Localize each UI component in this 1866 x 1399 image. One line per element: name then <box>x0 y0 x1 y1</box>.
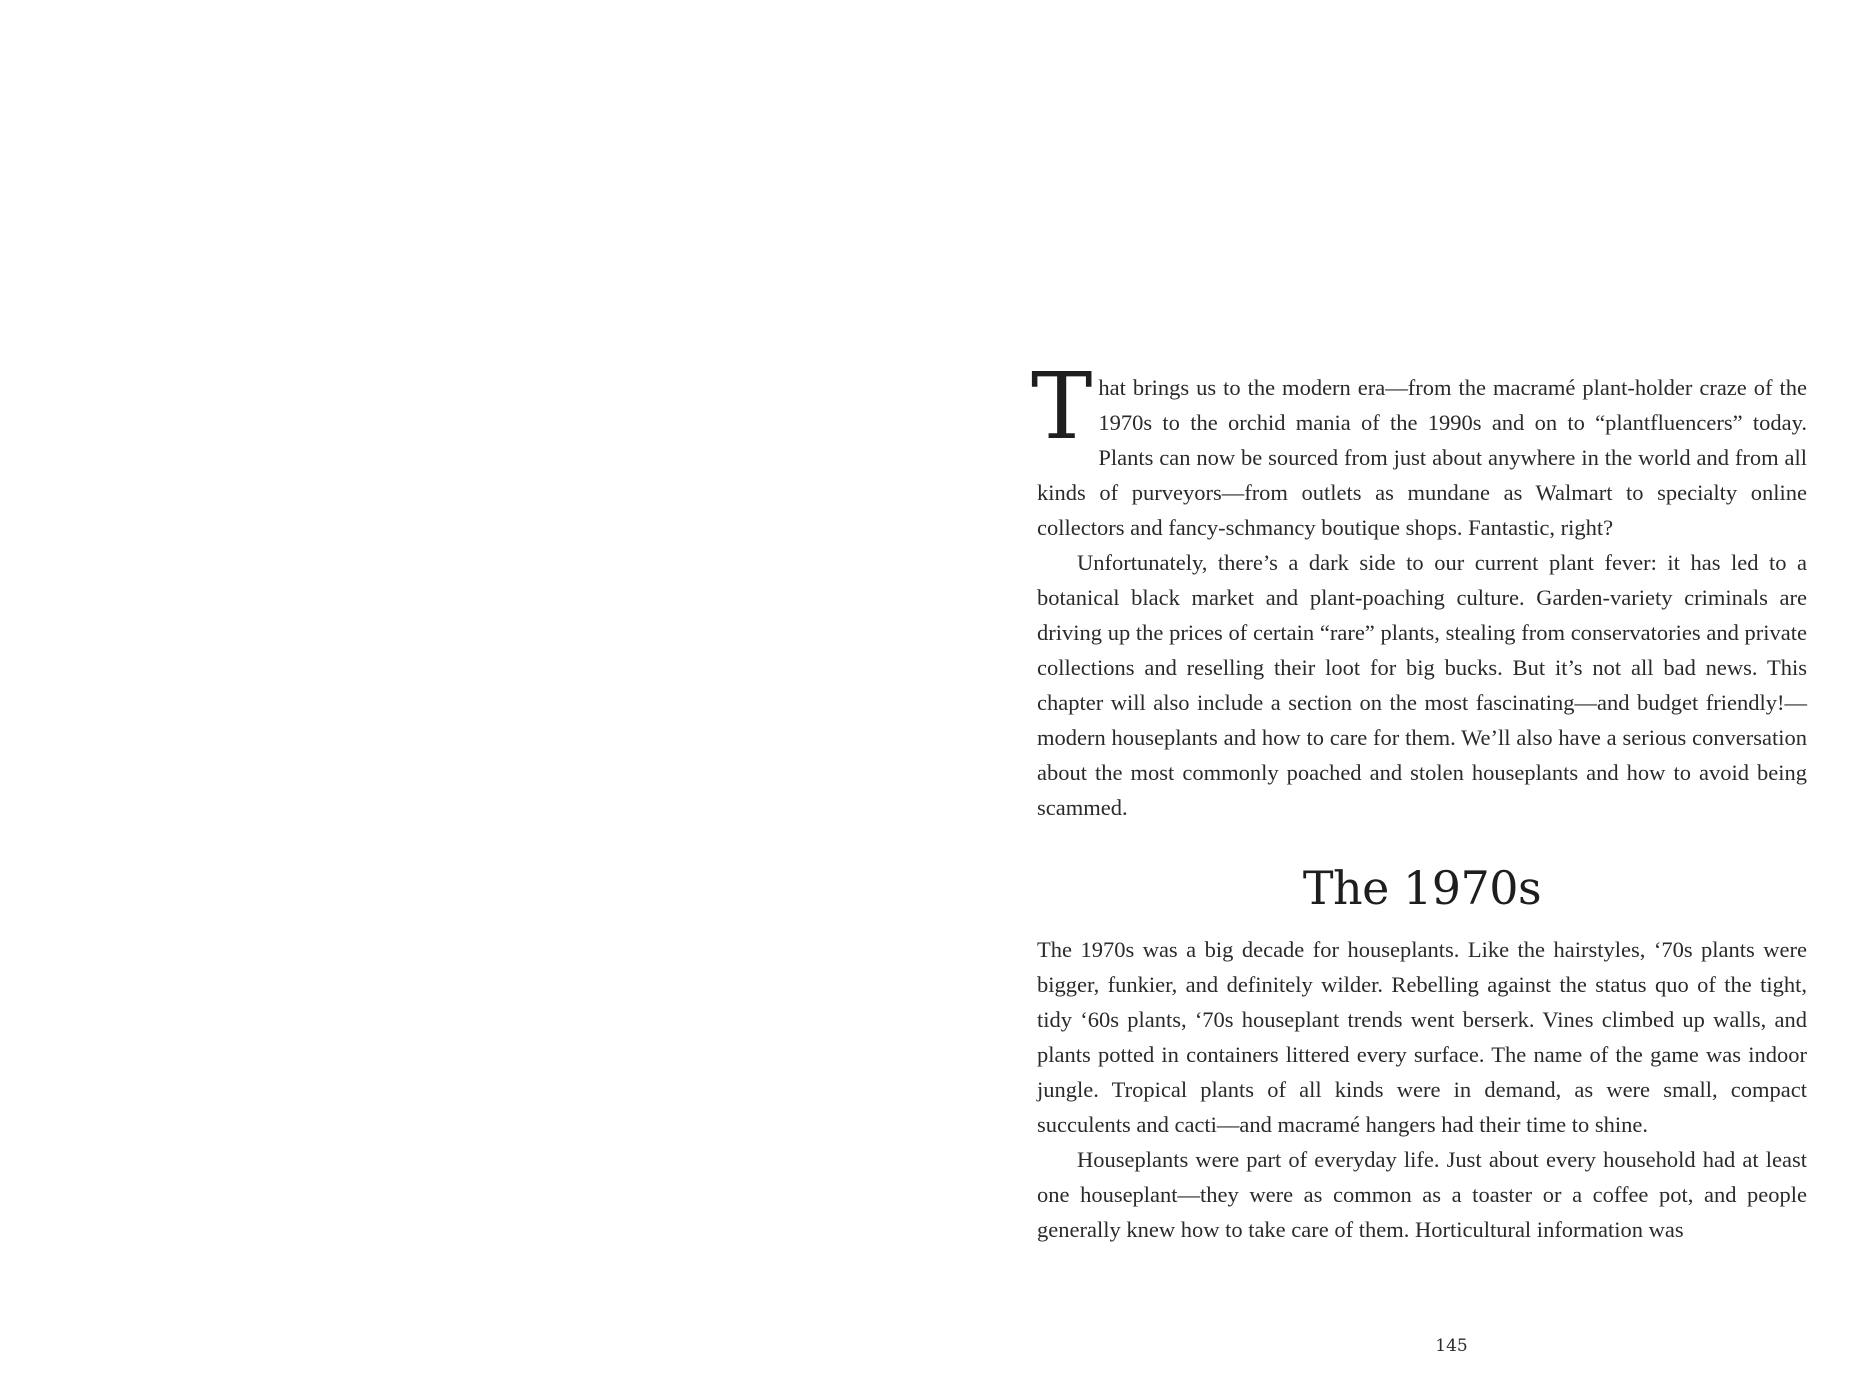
right-page <box>933 0 1866 1399</box>
intro-text <box>1031 353 1807 825</box>
drop-cap: T <box>1031 353 1093 460</box>
section-heading: The 1970s <box>1302 861 1542 915</box>
intro-paragraph-1 <box>1031 353 1807 545</box>
page-number: 145 <box>1435 1336 1468 1356</box>
section-paragraph-1: The 1970s was a big decade for houseplants. Like the hairstyles, ‘70s plants were bigger, funkier, and definitely wilder. Rebelling against the status quo of the tight, tidy ‘60s plants, ‘70s houseplant trends went berserk. Vines climbed up walls, and plants potted in containers littered every surface. The name of the game was indoor jungle. Tropical plants of all kinds were in demand, as were small, compact succulents and cacti—and macramé hangers had their time to shine. <box>1037 937 1807 1137</box>
intro-paragraph-2: Unfortunately, there’s a dark side to our current plant fever: it has led to a botanical black market and plant-poaching culture. Garden-variety criminals are driving up the prices of certain “rare” plants, stealing from conservatories and private collections and reselling their loot for big bucks. But it’s not all bad news. This chapter will also include a section on the most fascinating—and budget friendly!—modern houseplants and how to care for them. We’ll also have a serious conversation about the most commonly poached and stolen houseplants and how to avoid being scammed. <box>1037 550 1807 820</box>
section-text <box>1037 932 1807 1247</box>
intro-paragraph-1-text: hat brings us to the modern era—from the macramé plant-holder craze of the 1970s to the orchid mania of the 1990s and on to “plantfluencers” today. Plants can now be sourced from just about anywhere in the world and from all kinds of purveyors—from outlets as mundane as Walmart to specialty online collectors and fancy-schmancy boutique shops. Fantastic, right? <box>1037 375 1807 540</box>
section-paragraph-2: Houseplants were part of everyday life. Just about every household had at least one houseplant—they were as common as a toaster or a coffee pot, and people generally knew how to take care of them. Horticultural information was <box>1037 1147 1807 1242</box>
